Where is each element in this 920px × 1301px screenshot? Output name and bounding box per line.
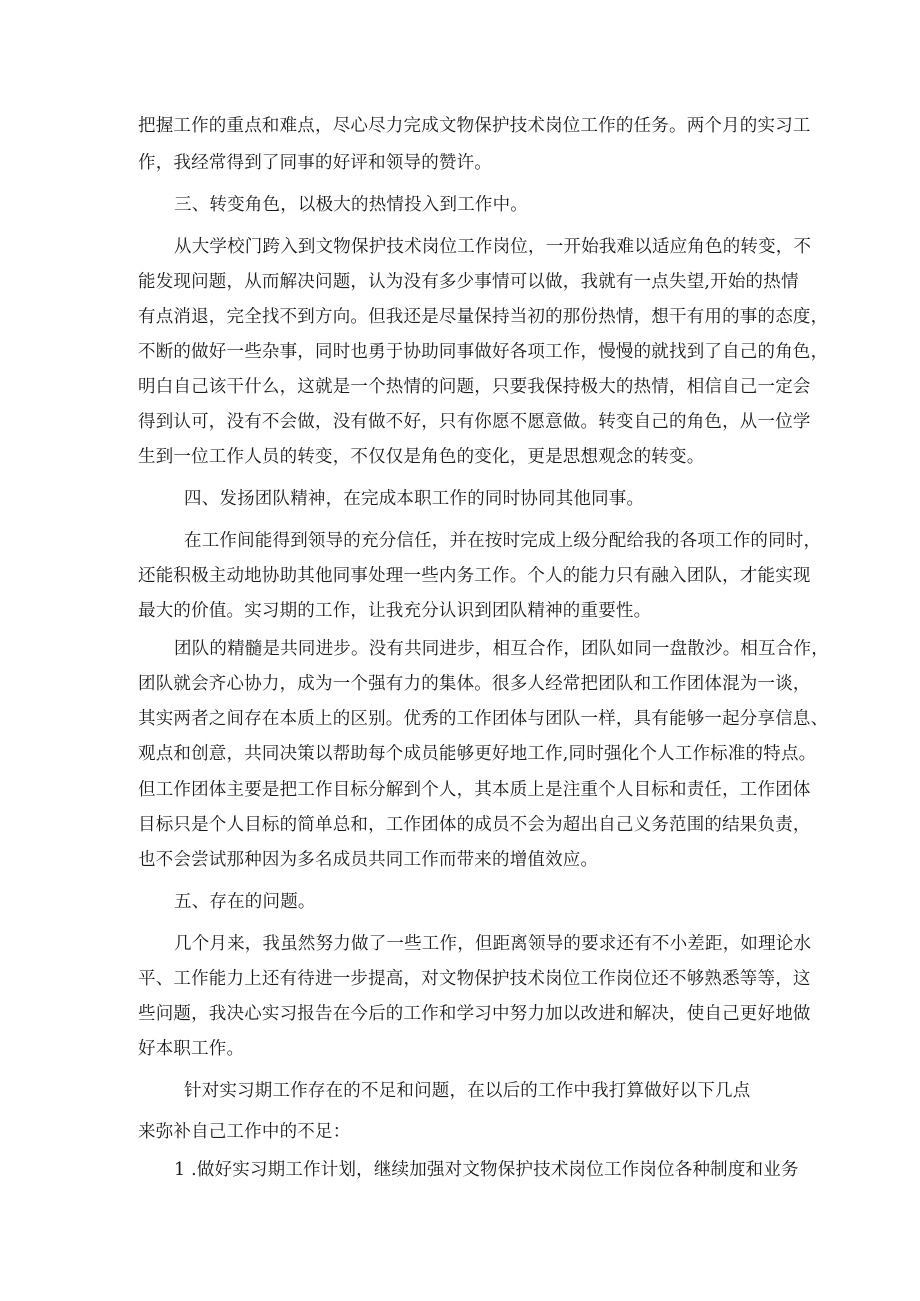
text-line: 作，我经常得到了同事的好评和领导的赞许。 [138,153,492,173]
text-line: 观点和创意，共同决策以帮助每个成员能够更好地工作,同时强化个人工作标准的特点。 [138,744,817,764]
text-line: 团队就会齐心协力，成为一个强有力的集体。很多人经常把团队和工作团体混为一谈， [138,674,811,694]
text-line: 明白自己该干什么，这就是一个热情的问题，只要我保持极大的热情，相信自己一定会 [138,377,811,397]
text-line: 其实两者之间存在本质上的区别。优秀的工作团体与团队一样，具有能够一起分享信息、 [138,709,829,729]
text-line: 团队的精髓是共同进步。没有共同进步，相互合作，团队如同一盘散沙。相互合作， [174,639,829,659]
text-line: 得到认可，没有不会做，没有做不好，只有你愿不愿意做。转变自己的角色，从一位学 [138,412,811,432]
text-line: 在工作间能得到领导的充分信任，并在按时完成上级分配给我的各项工作的同时， [184,531,822,551]
text-line: 平、工作能力上还有待进一步提高，对文物保护技术岗位工作岗位还不够熟悉等等，这 [138,969,811,989]
text-line: 些问题，我决心实习报告在今后的工作和学习中努力加以改进和解决，使自己更好地做 [138,1004,811,1024]
text-line: 好本职工作。 [138,1039,245,1059]
section-heading: 五、存在的问题。 [174,892,316,912]
section-heading: 三、转变角色，以极大的热情投入到工作中。 [174,195,528,215]
text-line: 来弥补自己工作中的不足： [138,1122,351,1142]
list-item: 1 .做好实习期工作计划，继续加强对文物保护技术岗位工作岗位各种制度和业务 [174,1160,799,1180]
text-line: 几个月来，我虽然努力做了一些工作，但距离领导的要求还有不小差距，如理论水 [174,934,812,954]
text-line: 生到一位工作人员的转变，不仅仅是角色的变化，更是思想观念的转变。 [138,447,705,467]
text-line: 从大学校门跨入到文物保护技术岗位工作岗位，一开始我难以适应角色的转变，不 [174,237,812,257]
text-line: 有点消退，完全找不到方向。但我还是尽量保持当初的那份热情，想干有用的事的态度， [138,307,829,327]
text-line: 把握工作的重点和难点，尽心尽力完成文物保护技术岗位工作的任务。两个月的实习工 [138,116,811,136]
text-line: 也不会尝试那种因为多名成员共同工作而带来的增值效应。 [138,850,599,870]
text-line: 目标只是个人目标的简单总和，工作团体的成员不会为超出自己义务范围的结果负责， [138,815,811,835]
section-heading: 四、发扬团队精神，在完成本职工作的同时协同其他同事。 [184,489,645,509]
text-line: 最大的价值。实习期的工作，让我充分认识到团队精神的重要性。 [138,601,652,621]
text-line: 还能积极主动地协助其他同事处理一些内务工作。个人的能力只有融入团队，才能实现 [138,566,811,586]
text-line: 不断的做好一些杂事，同时也勇于协助同事做好各项工作，慢慢的就找到了自己的角色， [138,342,829,362]
text-line: 针对实习期工作存在的不足和问题，在以后的工作中我打算做好以下几点 [184,1081,751,1101]
text-line: 但工作团体主要是把工作目标分解到个人，其本质上是注重个人目标和责任，工作团体 [138,780,811,800]
text-line: 能发现问题，从而解决问题，认为没有多少事情可以做，我就有一点失望,开始的热情 [138,272,799,292]
